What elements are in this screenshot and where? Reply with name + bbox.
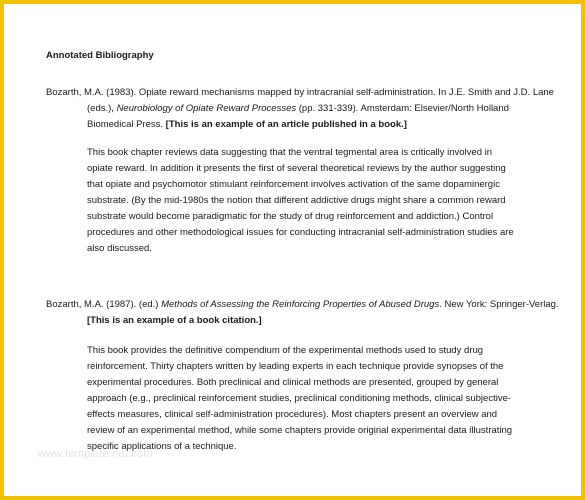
citation-1-line-3: [87, 119, 407, 131]
citation-1-book-title: Neurobiology of Opiate Reward Processes: [116, 103, 297, 114]
annotation-2-line: review of an experimental method, while some chapters provide original experimental data illustrating: [87, 425, 513, 436]
watermark: www.template.net.com: [38, 448, 153, 460]
citation-2-book-title: Methods of Assessing the Reinforcing Properties of Abused Drugs: [161, 299, 440, 310]
annotation-2-line: reinforcement. Thirty chapters written by leading experts in each technique provide synopses of the: [87, 361, 504, 372]
page-title: Annotated Bibliography: [46, 50, 154, 61]
annotation-1-line: opiate reward. In addition it presents the first of several theoretical reviews by the author suggesting: [87, 163, 506, 174]
citation-1-publisher: (pp. 331-339). Amsterdam: Elsevier/North Holland: [296, 103, 509, 114]
citation-1-line-1: Bozarth, M.A. (1983). Opiate reward mechanisms mapped by intracranial self-administration. In J.E. Smith and J.D. Lane: [46, 87, 554, 98]
annotation-1-line: substrate would become paradigmatic for the study of drug reinforcement and addiction.) Control: [87, 211, 494, 222]
annotation-1-line: also discussed.: [87, 243, 152, 254]
annotation-2-line: effects measures, clinical self-administration procedures). Most chapters present an overview and: [87, 409, 498, 420]
annotation-2-line: experimental procedures. Both preclinical and clinical methods are presented, grouped by general: [87, 377, 499, 388]
citation-1-editors: (eds.),: [87, 103, 117, 114]
citation-2-author: Bozarth, M.A. (1987). (ed.): [46, 299, 162, 310]
annotation-2-line: This book provides the definitive compendium of the experimental methods used to study drug: [87, 345, 484, 356]
citation-2-publisher: . New York: Springer-Verlag.: [439, 299, 559, 310]
annotation-1-line: that opiate and psychomotor stimulant reinforcement involves activation of the same dopaminergic: [87, 179, 500, 190]
annotation-1-line: procedures and other methodological issues for conducting intracranial self-administration studies are: [87, 227, 514, 238]
citation-2-line-1: [46, 299, 559, 311]
annotation-2-line: approach (e.g., preclinical reinforcement studies, preclinical conditioning methods, clinical subjective-: [87, 393, 512, 404]
citation-1-line-2: [87, 103, 509, 115]
citation-2-note: [This is an example of a book citation.]: [87, 315, 262, 326]
annotation-1-line: This book chapter reviews data suggesting that the ventral tegmental area is critically involved in: [87, 147, 493, 158]
citation-1-press: Biomedical Press.: [87, 119, 166, 130]
citation-1-note: [This is an example of an article published in a book.]: [165, 119, 407, 130]
annotation-2-line: specific applications of a technique.: [87, 441, 237, 452]
annotation-1-line: substrate. (By the mid-1980s the notion that different addictive drugs might share a common reward: [87, 195, 506, 206]
